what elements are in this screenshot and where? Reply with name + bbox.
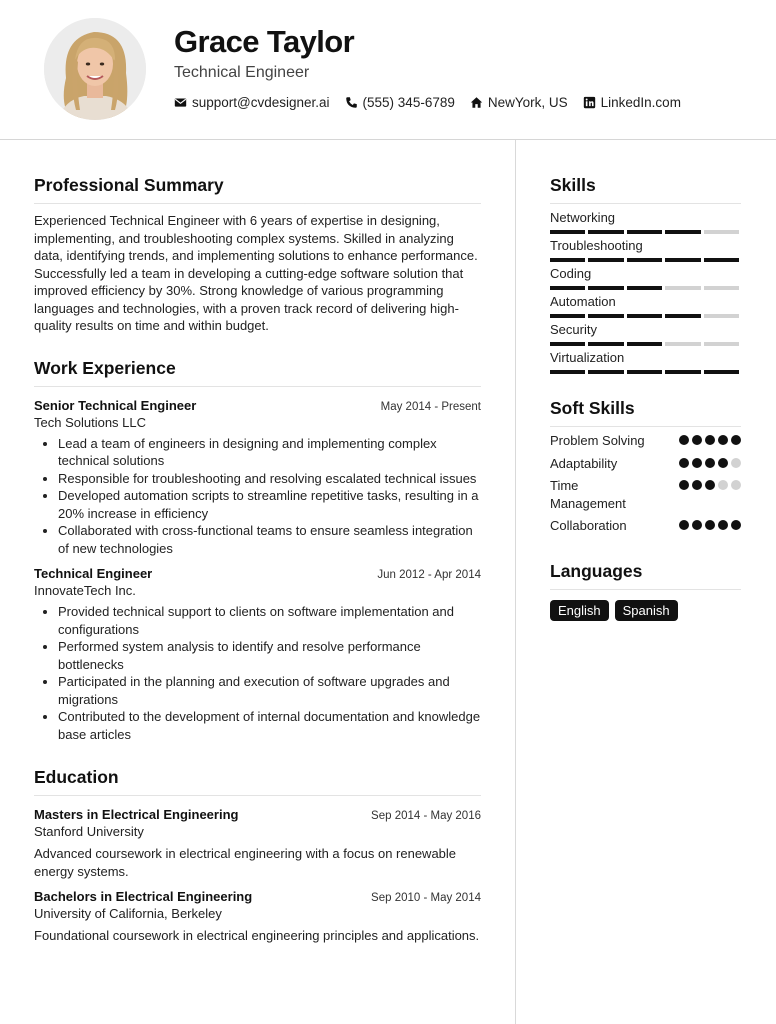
skill-item bbox=[550, 322, 741, 346]
skill-level-segment bbox=[588, 230, 623, 234]
skill-level-bar bbox=[550, 370, 741, 374]
soft-skill-item bbox=[550, 477, 741, 512]
contact-email-text: support@cvdesigner.ai bbox=[192, 95, 330, 110]
contact-location[interactable] bbox=[470, 95, 568, 110]
skill-name: Security bbox=[550, 322, 597, 337]
skill-level-segment bbox=[627, 230, 662, 234]
skill-name: Troubleshooting bbox=[550, 238, 643, 253]
skill-level-segment bbox=[704, 286, 739, 290]
soft-skill-name: Problem Solving bbox=[550, 433, 645, 448]
skill-level-segment bbox=[627, 258, 662, 262]
soft-skills-heading: Soft Skills bbox=[550, 398, 741, 427]
skill-level-segment bbox=[665, 370, 700, 374]
skill-level-segment bbox=[704, 230, 739, 234]
rating-dot bbox=[679, 435, 689, 445]
skill-item bbox=[550, 238, 741, 262]
education-section bbox=[34, 767, 481, 945]
degree-title: Masters in Electrical Engineering bbox=[34, 807, 239, 822]
degree-description: Advanced coursework in electrical engineering with a focus on renewable energy systems. bbox=[34, 846, 457, 879]
rating-dot bbox=[679, 520, 689, 530]
skill-name: Automation bbox=[550, 294, 616, 309]
education-entry bbox=[34, 807, 481, 880]
school-name: Stanford University bbox=[34, 824, 144, 839]
soft-skill-name: Collaboration bbox=[550, 518, 627, 533]
skill-level-segment bbox=[627, 342, 662, 346]
job-bullet: • Participated in the planning and execution of software upgrades and migrations bbox=[58, 673, 481, 708]
skill-level-segment bbox=[588, 370, 623, 374]
job-bullets bbox=[34, 435, 481, 558]
job-dates: Jun 2012 - Apr 2014 bbox=[377, 569, 481, 581]
language-badge: English bbox=[550, 600, 609, 621]
contact-location-text: NewYork, US bbox=[487, 95, 568, 110]
degree-title: Bachelors in Electrical Engineering bbox=[34, 889, 253, 904]
rating-dot bbox=[692, 458, 702, 468]
job-bullet: • Developed automation scripts to streamline repetitive tasks, resulting in a 20% increase in efficiency bbox=[58, 487, 481, 522]
skill-level-segment bbox=[550, 370, 585, 374]
skill-level-segment bbox=[627, 314, 662, 318]
rating-dot bbox=[731, 435, 741, 445]
skill-level-segment bbox=[704, 258, 739, 262]
soft-skills-list bbox=[550, 432, 741, 535]
skill-item bbox=[550, 266, 741, 290]
contact-email[interactable] bbox=[174, 95, 330, 110]
job-bullet: • Provided technical support to clients on software implementation and configurations bbox=[58, 603, 481, 638]
skill-level-bar bbox=[550, 342, 741, 346]
soft-skill-item bbox=[550, 432, 741, 450]
sidebar-column bbox=[550, 140, 741, 621]
envelope-icon bbox=[174, 96, 187, 109]
skill-item bbox=[550, 294, 741, 318]
job-entry bbox=[34, 566, 481, 743]
rating-dot bbox=[705, 458, 715, 468]
rating-dot bbox=[731, 480, 741, 490]
portrait-image bbox=[44, 18, 146, 120]
rating-dot bbox=[718, 480, 728, 490]
experience-section bbox=[34, 358, 481, 744]
column-divider bbox=[515, 140, 516, 1024]
contact-linkedin-text: LinkedIn.com bbox=[600, 95, 681, 110]
soft-skill-rating bbox=[679, 517, 741, 530]
rating-dot bbox=[705, 520, 715, 530]
skill-level-segment bbox=[665, 286, 700, 290]
contact-bar bbox=[174, 95, 696, 110]
skill-level-segment bbox=[665, 314, 700, 318]
skill-level-bar bbox=[550, 314, 741, 318]
skill-level-segment bbox=[550, 342, 585, 346]
job-bullets bbox=[34, 603, 481, 743]
rating-dot bbox=[705, 435, 715, 445]
skill-level-segment bbox=[665, 342, 700, 346]
soft-skill-item bbox=[550, 455, 741, 473]
summary-text: Experienced Technical Engineer with 6 years of expertise in designing, implementing, and troubleshooting complex systems. Skilled in analyzing data, identifying trends, and implementing solutions to enhance performance. Successfully led a team in developing a cutting-edge software solution that improved efficiency by 30%. Strong knowledge of various programming languages and technologies, with a proven track record of delivering high-quality results on time and within budget. bbox=[34, 213, 478, 333]
skills-heading: Skills bbox=[550, 175, 741, 204]
soft-skill-rating bbox=[679, 477, 741, 490]
skill-level-segment bbox=[588, 258, 623, 262]
job-bullet: • Lead a team of engineers in designing and implementing complex technical solutions bbox=[58, 435, 481, 470]
rating-dot bbox=[718, 458, 728, 468]
soft-skills-section bbox=[550, 398, 741, 535]
job-bullet: • Collaborated with cross-functional teams to ensure seamless integration of new technologies bbox=[58, 522, 481, 557]
soft-skill-item bbox=[550, 517, 741, 535]
skill-level-segment bbox=[704, 370, 739, 374]
skill-level-segment bbox=[550, 258, 585, 262]
skill-level-segment bbox=[550, 230, 585, 234]
rating-dot bbox=[705, 480, 715, 490]
job-bullet: • Contributed to the development of internal documentation and knowledge base articles bbox=[58, 708, 481, 743]
phone-icon bbox=[345, 96, 358, 109]
degree-dates: Sep 2014 - May 2016 bbox=[371, 810, 481, 822]
rating-dot bbox=[692, 435, 702, 445]
summary-heading: Professional Summary bbox=[34, 175, 481, 204]
contact-phone-text: (555) 345-6789 bbox=[362, 95, 455, 110]
skill-level-segment bbox=[550, 314, 585, 318]
degree-dates: Sep 2010 - May 2014 bbox=[371, 892, 481, 904]
soft-skill-name: Adaptability bbox=[550, 455, 618, 471]
job-company: InnovateTech Inc. bbox=[34, 583, 136, 598]
contact-phone[interactable] bbox=[345, 95, 455, 110]
education-heading: Education bbox=[34, 767, 481, 796]
job-dates: May 2014 - Present bbox=[380, 400, 481, 413]
skills-section bbox=[550, 175, 741, 374]
skill-level-segment bbox=[665, 230, 700, 234]
job-bullet: • Responsible for troubleshooting and resolving escalated technical issues bbox=[58, 470, 481, 488]
rating-dot bbox=[718, 520, 728, 530]
language-badge: Spanish bbox=[615, 600, 678, 621]
summary-section bbox=[34, 175, 481, 335]
skill-level-segment bbox=[704, 342, 739, 346]
skill-level-segment bbox=[588, 342, 623, 346]
job-title: Technical Engineer bbox=[34, 566, 153, 581]
candidate-name: Grace Taylor bbox=[174, 24, 355, 59]
main-column bbox=[34, 140, 481, 945]
soft-skill-rating bbox=[679, 455, 741, 468]
rating-dot bbox=[731, 520, 741, 530]
skill-level-bar bbox=[550, 230, 741, 234]
soft-skill-rating bbox=[679, 432, 741, 445]
skill-item bbox=[550, 210, 741, 234]
candidate-title: Technical Engineer bbox=[174, 64, 310, 81]
skill-level-bar bbox=[550, 286, 741, 290]
skills-list bbox=[550, 210, 741, 374]
skill-level-segment bbox=[588, 314, 623, 318]
languages-list bbox=[550, 600, 741, 621]
skill-level-segment bbox=[627, 370, 662, 374]
skill-level-segment bbox=[550, 286, 585, 290]
home-icon bbox=[470, 96, 483, 109]
skill-level-segment bbox=[627, 286, 662, 290]
languages-section bbox=[550, 561, 741, 621]
rating-dot bbox=[679, 480, 689, 490]
soft-skill-name: Time Management bbox=[550, 478, 626, 511]
skill-level-segment bbox=[588, 286, 623, 290]
skill-level-segment bbox=[704, 314, 739, 318]
contact-linkedin[interactable] bbox=[583, 95, 681, 110]
skill-level-segment bbox=[665, 258, 700, 262]
education-entry bbox=[34, 889, 481, 945]
skill-name: Coding bbox=[550, 266, 592, 281]
job-bullet: • Performed system analysis to identify and resolve performance bottlenecks bbox=[58, 638, 481, 673]
resume-header bbox=[0, 0, 776, 140]
experience-heading: Work Experience bbox=[34, 358, 481, 387]
job-company: Tech Solutions LLC bbox=[34, 414, 147, 430]
rating-dot bbox=[692, 520, 702, 530]
rating-dot bbox=[731, 458, 741, 468]
rating-dot bbox=[679, 458, 689, 468]
linkedin-icon bbox=[583, 96, 596, 109]
rating-dot bbox=[692, 480, 702, 490]
degree-description: Foundational coursework in electrical engineering principles and applications. bbox=[34, 928, 480, 943]
skill-name: Networking bbox=[550, 210, 616, 225]
profile-photo bbox=[44, 18, 146, 120]
job-title: Senior Technical Engineer bbox=[34, 397, 197, 413]
rating-dot bbox=[718, 435, 728, 445]
skill-level-bar bbox=[550, 258, 741, 262]
job-entry bbox=[34, 398, 481, 558]
skill-name: Virtualization bbox=[550, 350, 625, 365]
school-name: University of California, Berkeley bbox=[34, 906, 222, 921]
skill-item bbox=[550, 350, 741, 374]
languages-heading: Languages bbox=[550, 561, 741, 590]
